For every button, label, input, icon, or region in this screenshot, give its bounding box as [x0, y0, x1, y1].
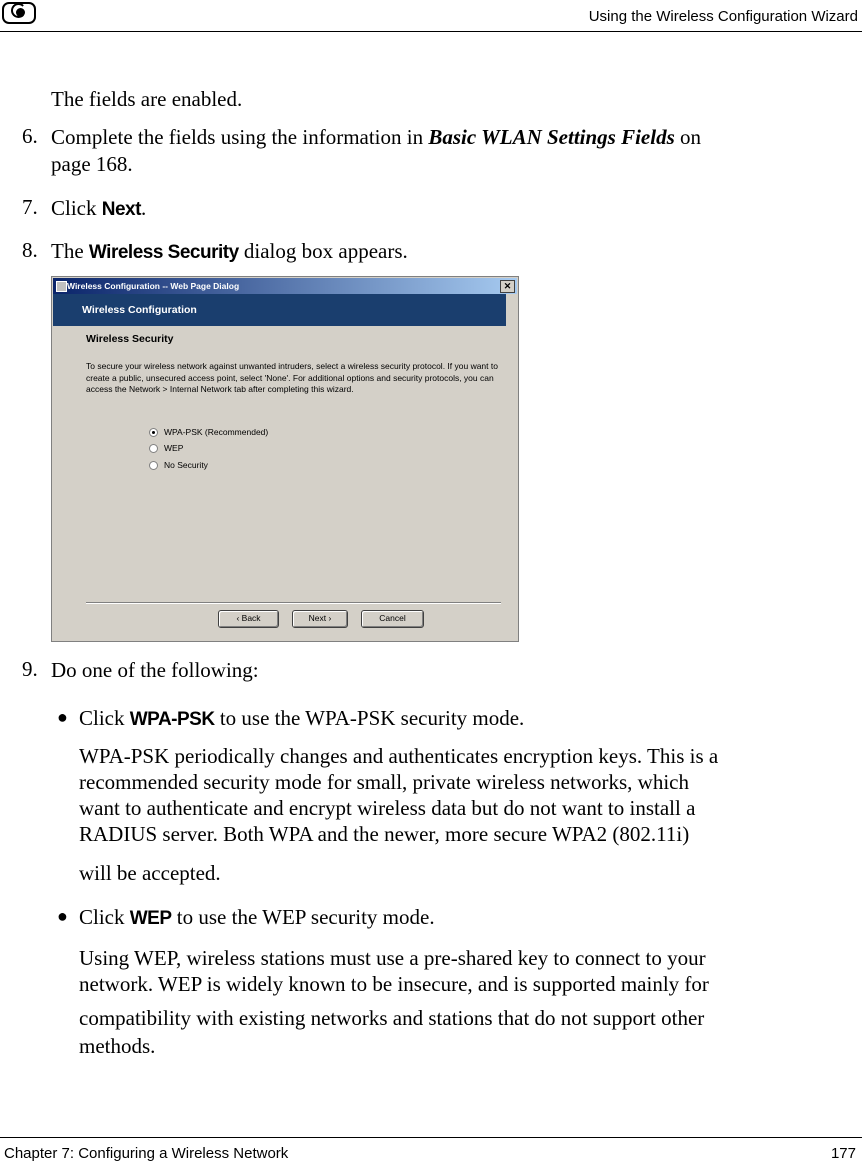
step-number: 8.: [22, 238, 38, 262]
step-number: 7.: [22, 195, 38, 219]
close-icon[interactable]: ✕: [500, 280, 515, 293]
next-button[interactable]: Next ›: [292, 610, 348, 628]
bullet-wpa-desc: RADIUS server. Both WPA and the newer, more secure WPA2 (802.11i): [79, 822, 690, 846]
bullet-wep-desc: network. WEP is widely known to be insecure, and is supported mainly for: [79, 972, 709, 996]
radio-no-security[interactable]: No Security: [149, 460, 208, 470]
step-6-text: Complete the fields using the information in Basic WLAN Settings Fields on: [51, 125, 702, 149]
footer-chapter: Chapter 7: Configuring a Wireless Network: [4, 1145, 289, 1162]
step-9-text: Do one of the following:: [51, 658, 259, 682]
wireless-security-dialog: [51, 276, 519, 642]
bullet-wep-desc: Using WEP, wireless stations must use a pre-shared key to connect to your: [79, 946, 706, 970]
brand-logo-icon: [2, 2, 36, 24]
dialog-title-bar: [53, 278, 517, 294]
bullet-wep: Click WEP to use the WEP security mode.: [79, 905, 435, 929]
footer-rule: [0, 1137, 862, 1138]
cancel-button[interactable]: Cancel: [361, 610, 424, 628]
bullet-wep-desc: methods.: [79, 1034, 156, 1058]
dialog-subtitle: Wireless Security: [86, 333, 174, 345]
header-title: Using the Wireless Configuration Wizard: [588, 8, 858, 25]
page-number: 177: [830, 1145, 856, 1162]
bullet-wpa-psk: Click WPA-PSK to use the WPA-PSK security mode.: [79, 706, 525, 730]
dialog-description: To secure your wireless network against unwanted intruders, select a wireless security protocol. If you want to create a public, unsecured access point, select 'None'. For additional options and security protocols, you can access the Network > Internal Network tab after completing this wizard.: [86, 361, 498, 394]
step-6-text-line2: page 168.: [51, 152, 133, 176]
radio-icon[interactable]: [149, 444, 158, 453]
bullet-wpa-desc: will be accepted.: [79, 861, 221, 885]
bullet-wpa-desc: want to authenticate and encrypt wireless data but do not want to install a: [79, 796, 696, 820]
step-number: 9.: [22, 657, 38, 681]
bullet-icon: ●: [57, 707, 68, 727]
radio-wpa-psk[interactable]: WPA-PSK (Recommended): [149, 427, 268, 437]
page-header: [0, 0, 862, 32]
step-8-text: The Wireless Security dialog box appears.: [51, 239, 408, 263]
bullet-icon: ●: [57, 906, 68, 926]
radio-icon[interactable]: [149, 461, 158, 470]
bullet-wpa-desc: WPA-PSK periodically changes and authenticates encryption keys. This is a: [79, 744, 719, 768]
radio-wep[interactable]: WEP: [149, 443, 183, 453]
window-icon: [56, 281, 67, 292]
dialog-banner: Wireless Configuration: [53, 294, 506, 326]
radio-selected-icon[interactable]: [149, 428, 158, 437]
intro-text: The fields are enabled.: [51, 87, 243, 111]
step-number: 6.: [22, 124, 38, 148]
step-7-text: Click Next.: [51, 196, 147, 220]
bullet-wpa-desc: recommended security mode for small, private wireless networks, which: [79, 770, 689, 794]
back-button[interactable]: ‹ Back: [218, 610, 279, 628]
dialog-title: Wireless Configuration -- Web Page Dialog: [67, 281, 240, 291]
divider: [86, 602, 501, 604]
bullet-wep-desc: compatibility with existing networks and stations that do not support other: [79, 1006, 705, 1030]
